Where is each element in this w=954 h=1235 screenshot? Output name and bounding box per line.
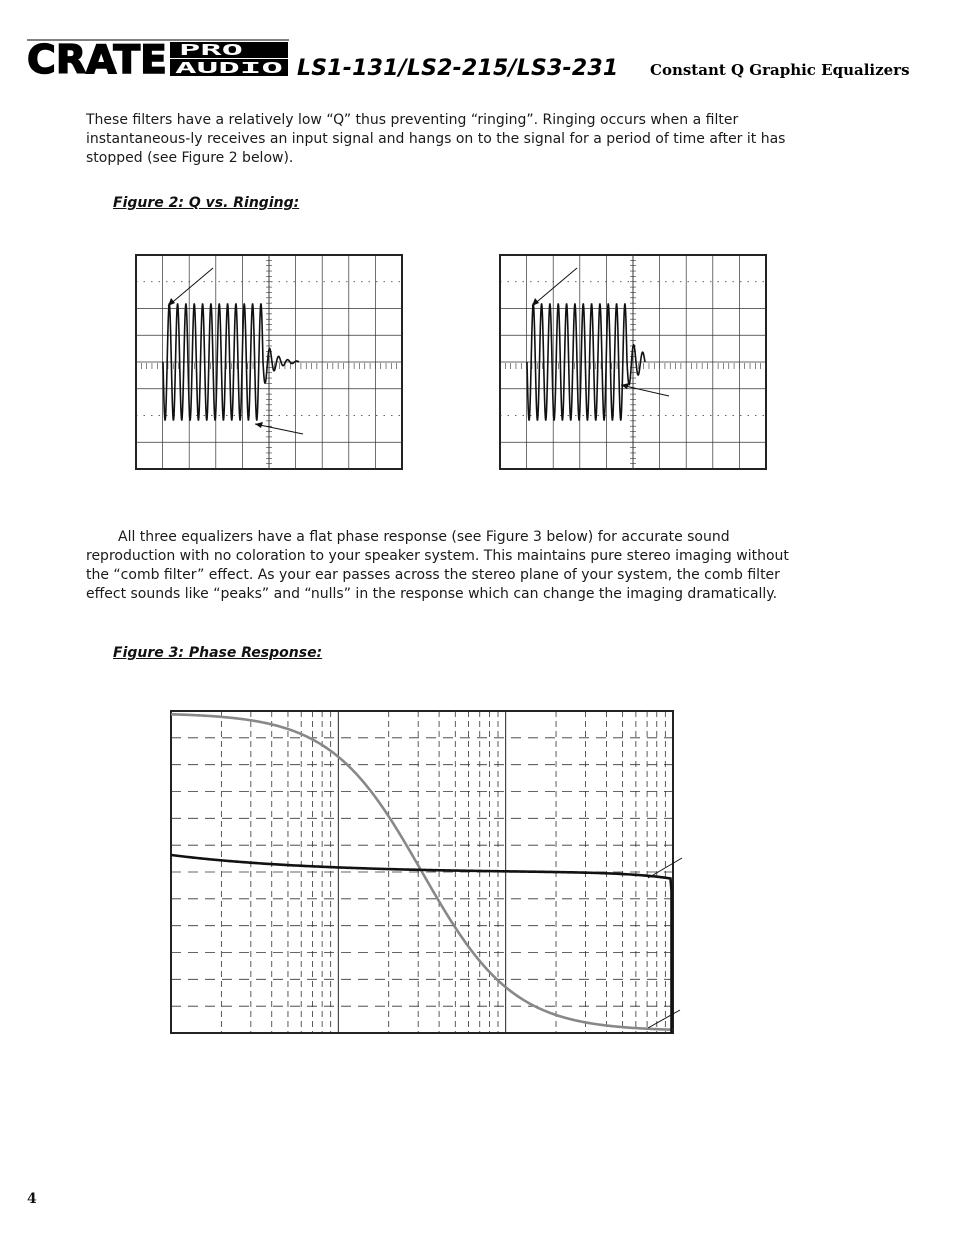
figure3-caption: Figure 3: Phase Response: [113, 645, 323, 661]
logo-crate-text: CRATE [27, 38, 167, 83]
logo-pro-text: PRO [179, 41, 243, 59]
product-subtitle: Constant Q Graphic Equalizers [650, 61, 910, 79]
logo-audio-text: AUDIO [175, 59, 283, 77]
scope-left-high-q [135, 254, 403, 470]
crate-pro-audio-logo [27, 38, 289, 83]
intro-paragraph: These filters have a relatively low “Q” thus preventing “ringing”. Ringing occurs when a filter instantaneous-ly receives an input signal and hangs on to the signal for a period of time after it has stopped (see Figure 2 below). [86, 112, 786, 166]
page-number: 4 [27, 1191, 37, 1207]
figure2-caption: Figure 2: Q vs. Ringing: [113, 195, 300, 211]
scope-right-low-q [499, 254, 767, 470]
page-header [27, 38, 910, 83]
phase-response-plot [170, 710, 710, 1035]
phase-paragraph: All three equalizers have a flat phase response (see Figure 3 below) for accurate sound reproduction with no coloration to your speaker system. This maintains pure stereo imaging without the “comb filter” effect. As your ear passes across the stereo plane of your system, the comb filter effect sounds like “peaks” and “nulls” in the response which can change the imaging dramatically. [86, 529, 789, 602]
model-title: LS1-131/LS2-215/LS3-231 [297, 56, 619, 81]
